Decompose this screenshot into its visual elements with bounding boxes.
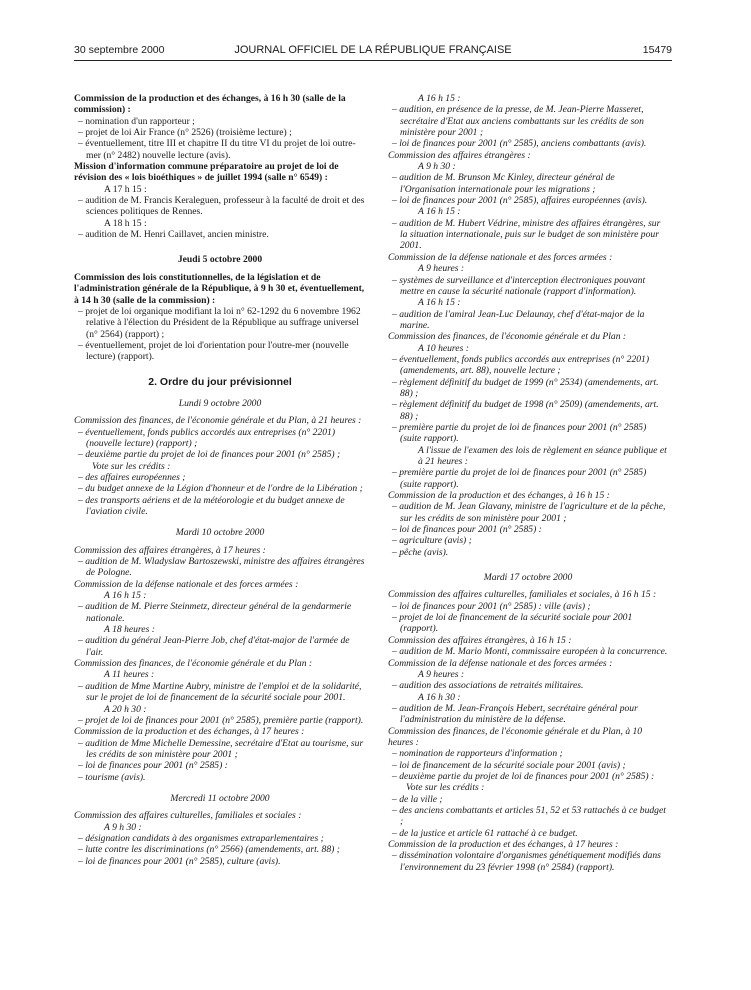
right-column-paragraph: A 9 h 30 : bbox=[418, 161, 456, 173]
right-column bbox=[388, 93, 668, 873]
left-column-paragraph: A 18 h 15 : bbox=[104, 217, 147, 229]
right-column-paragraph: A l'issue de l'examen des lois de règlement en séance publique et à 21 heures : bbox=[418, 444, 667, 467]
right-column-paragraph: Commission des affaires étrangères, à 16 h 15 : bbox=[388, 634, 572, 646]
right-column-paragraph: – règlement définitif du budget de 1999 (n° 2534) (amendements, art. 88) ; bbox=[392, 376, 659, 399]
left-column-paragraph: – désignation candidats à des organismes extraparlementaires ; bbox=[78, 832, 324, 844]
right-column-paragraph: – loi de finances pour 2001 (n° 2585), anciens combattants (avis). bbox=[392, 138, 647, 150]
right-column-paragraph: – systèmes de surveillance et d'interception électroniques pouvant mettre en cause la sécurité nationale (rapport d'information). bbox=[392, 274, 646, 297]
left-column-paragraph: – audition de M. Pierre Steinmetz, directeur général de la gendarmerie nationale. bbox=[78, 601, 352, 624]
header-date: 30 septembre 2000 bbox=[74, 44, 165, 56]
right-column-paragraph: – agriculture (avis) ; bbox=[392, 535, 472, 547]
left-column-paragraph: Mission d'information commune préparatoire au projet de loi de révision des « lois bioéthiques » de juillet 1994 (salle n° 6549) : bbox=[74, 161, 339, 184]
left-column-paragraph: – nomination d'un rapporteur ; bbox=[78, 115, 195, 127]
header-title: JOURNAL OFFICIEL DE LA RÉPUBLIQUE FRANÇAISE bbox=[234, 44, 512, 56]
left-column-paragraph: – lutte contre les discriminations (n° 2566) (amendements, art. 88) ; bbox=[78, 844, 340, 856]
right-column-paragraph: – première partie du projet de loi de finances pour 2001 (n° 2585) (suite rapport). bbox=[392, 467, 647, 490]
left-column-paragraph: – loi de finances pour 2001 (n° 2585), culture (avis). bbox=[78, 855, 281, 867]
right-column-paragraph: – première partie du projet de loi de finances pour 2001 (n° 2585) (suite rapport). bbox=[392, 421, 647, 445]
left-column-paragraph: Vote sur les crédits : bbox=[92, 460, 171, 472]
right-column-paragraph: – audition de l'amiral Jean-Luc Delaunay, chef d'état-major de la marine. bbox=[392, 308, 645, 331]
left-column-paragraph: Jeudi 5 octobre 2000 bbox=[177, 254, 263, 266]
left-column-paragraph: – audition de M. Wladyslaw Bartoszewski, ministre des affaires étrangères de Pologne. bbox=[78, 556, 365, 579]
right-column-paragraph: Commission de la production et des échanges, à 16 h 15 : bbox=[388, 490, 610, 502]
right-column-paragraph: – des anciens combattants et articles 51, 52 et 53 rattachés à ce budget ; bbox=[392, 804, 666, 828]
left-column-paragraph: Commission de la production et des échanges, à 16 h 30 (salle de la commission) : bbox=[74, 93, 346, 116]
left-column-paragraph: – projet de loi de finances pour 2001 (n° 2585), première partie (rapport). bbox=[78, 714, 364, 726]
left-column-paragraph: A 20 h 30 : bbox=[104, 703, 147, 715]
right-column-paragraph: – de la justice et article 61 rattaché à ce budget. bbox=[392, 827, 578, 839]
right-column-paragraph: Commission de la production et des échanges, à 17 heures : bbox=[388, 839, 619, 850]
right-column-paragraph: – éventuellement, fonds publics accordés aux entreprises (n° 2201) (amendements, art. 88), nouvelle lecture ; bbox=[392, 353, 650, 377]
right-column-paragraph: – règlement définitif du budget de 1998 (n° 2509) (amendements, art. 88) ; bbox=[392, 399, 659, 422]
right-column-paragraph: – audition de M. Jean-François Hebert, secrétaire général pour l'administration du ministère de la défense. bbox=[392, 702, 638, 726]
right-column-paragraph: – dissémination volontaire d'organismes génétiquement modifiés dans l'environnement du 23 février 1998 (n° 2584) (rapport). bbox=[392, 850, 661, 873]
right-column-paragraph: A 16 h 15 : bbox=[418, 206, 461, 218]
right-column-paragraph: – audition de M. Jean Glavany, ministre de l'agriculture et de la pêche, sur les crédits de son ministère pour 2001 ; bbox=[392, 501, 666, 524]
page-header bbox=[74, 44, 672, 58]
left-column-paragraph: A 16 h 15 : bbox=[104, 590, 147, 602]
right-column-paragraph: – pêche (avis). bbox=[392, 546, 449, 558]
left-column-paragraph: Commission des lois constitutionnelles, de la législation et de l'administration générale de la République, à 9 h 30 et, éventuellement, à 14 h 30 (salle de la commission) : bbox=[74, 271, 365, 306]
left-column-paragraph: A 9 h 30 : bbox=[104, 821, 142, 833]
left-column bbox=[74, 93, 366, 867]
left-column-paragraph: – deuxième partie du projet de loi de finances pour 2001 (n° 2585) ; bbox=[78, 449, 341, 461]
left-column-paragraph: Commission de la production et des échanges, à 17 heures : bbox=[74, 726, 305, 738]
right-column-paragraph: – projet de loi de financement de la sécurité sociale pour 2001 (rapport). bbox=[392, 612, 633, 635]
left-column-paragraph: Commission des finances, de l'économie générale et du Plan, à 21 heures : bbox=[74, 415, 362, 427]
right-column-paragraph: A 9 heures : bbox=[418, 668, 465, 680]
right-column-paragraph: – deuxième partie du projet de loi de finances pour 2001 (n° 2585) : bbox=[392, 770, 655, 782]
left-column-paragraph: – du budget annexe de la Légion d'honneur et de l'ordre de la Libération ; bbox=[78, 483, 363, 495]
left-column-paragraph: A 18 heures : bbox=[104, 624, 155, 636]
right-column-paragraph: Vote sur les crédits : bbox=[406, 782, 485, 794]
left-column-paragraph: 2. Ordre du jour prévisionnel bbox=[148, 375, 292, 388]
left-column-paragraph: Commission des affaires culturelles, familiales et sociales : bbox=[74, 810, 302, 822]
right-column-paragraph: – audition de M. Mario Monti, commissaire européen à la concurrence. bbox=[392, 646, 668, 658]
right-column-paragraph: – audition, en présence de la presse, de M. Jean-Pierre Masseret, secrétaire d'Etat aux anciens combattants sur les crédits de son ministère pour 2001 ; bbox=[392, 104, 644, 139]
right-column-paragraph: Commission des finances, de l'économie générale et du Plan, à 10 heures : bbox=[388, 725, 643, 748]
right-column-paragraph: A 10 heures : bbox=[418, 342, 469, 354]
right-column-paragraph: Commission des affaires étrangères : bbox=[388, 149, 531, 161]
left-column-paragraph: Mercredi 11 octobre 2000 bbox=[170, 792, 270, 804]
left-column-paragraph: – éventuellement, fonds publics accordés aux entreprises (n° 2201) (nouvelle lecture) (rapport) ; bbox=[78, 426, 336, 449]
left-column-paragraph: Commission de la défense nationale et des forces armées : bbox=[74, 578, 299, 590]
left-column-paragraph: – loi de finances pour 2001 (n° 2585) : bbox=[78, 760, 228, 772]
right-column-paragraph: – de la ville ; bbox=[392, 793, 443, 805]
right-column-paragraph: – audition des associations de retraités militaires. bbox=[392, 680, 584, 692]
right-column-paragraph: A 16 h 15 : bbox=[418, 93, 461, 104]
right-column-paragraph: Commission de la défense nationale et des forces armées : bbox=[388, 251, 613, 263]
left-column-paragraph: A 17 h 15 : bbox=[104, 183, 147, 195]
right-column-paragraph: – nomination de rapporteurs d'information ; bbox=[392, 748, 563, 760]
left-column-paragraph: – audition de Mme Michelle Demessine, secrétaire d'Etat au tourisme, sur les crédits de son ministère pour 2001 ; bbox=[78, 737, 364, 760]
left-column-paragraph: Lundi 9 octobre 2000 bbox=[178, 397, 262, 409]
right-column-paragraph: – loi de financement de la sécurité sociale pour 2001 (avis) ; bbox=[392, 759, 626, 771]
left-column-paragraph: – audition de M. Henri Caillavet, ancien ministre. bbox=[78, 229, 269, 241]
right-column-paragraph: A 16 h 15 : bbox=[418, 297, 461, 309]
left-column-paragraph: Commission des affaires étrangères, à 17 heures : bbox=[74, 544, 266, 556]
right-column-paragraph: – loi de finances pour 2001 (n° 2585) : ville (avis) ; bbox=[392, 600, 591, 612]
left-column-paragraph: – audition de M. Francis Keraleguen, professeur à la faculté de droit et des sciences politiques de Rennes. bbox=[78, 195, 365, 218]
right-column-paragraph: – loi de finances pour 2001 (n° 2585), affaires européennes (avis). bbox=[392, 195, 648, 207]
left-column-paragraph: – éventuellement, titre III et chapitre II du titre VI du projet de loi outre-mer (n° 2482) nouvelle lecture (avis). bbox=[78, 138, 356, 161]
right-column-paragraph: Commission de la défense nationale et des forces armées : bbox=[388, 657, 613, 669]
right-column-paragraph: Commission des finances, de l'économie générale et du Plan : bbox=[388, 331, 627, 343]
right-column-paragraph: – audition de M. Brunson Mc Kinley, directeur général de l'Organisation internationale pour les migrations ; bbox=[392, 172, 615, 195]
header-page-number: 15479 bbox=[642, 44, 672, 56]
right-column-paragraph: – loi de finances pour 2001 (n° 2585) : bbox=[392, 524, 542, 536]
left-column-paragraph: – audition du général Jean-Pierre Job, chef d'état-major de l'armée de l'air. bbox=[78, 635, 350, 658]
left-column-paragraph: – des affaires européennes ; bbox=[78, 471, 186, 483]
left-column-paragraph: – projet de loi Air France (n° 2526) (troisième lecture) ; bbox=[78, 127, 292, 139]
left-column-paragraph: – des transports aériens et de la météorologie et du budget annexe de l'aviation civile. bbox=[78, 494, 345, 517]
left-column-paragraph: Mardi 10 octobre 2000 bbox=[175, 527, 265, 539]
left-column-paragraph: Commission des finances, de l'économie générale et du Plan : bbox=[74, 658, 313, 670]
left-column-paragraph: – tourisme (avis). bbox=[78, 771, 146, 783]
right-column-paragraph: – audition de M. Hubert Védrine, ministre des affaires étrangères, sur la situation internationale, puis sur le budget de son ministère pour 2001. bbox=[392, 217, 661, 252]
left-column-paragraph: A 11 heures : bbox=[104, 669, 155, 681]
left-column-paragraph: – projet de loi organique modifiant la loi n° 62-1292 du 6 novembre 1962 relative à l'élection du Président de la République au suffrage universel (n° 2564) (rapport) ; bbox=[78, 305, 361, 340]
right-column-paragraph: A 9 heures : bbox=[418, 263, 465, 275]
left-column-paragraph: – audition de Mme Martine Aubry, ministre de l'emploi et de la solidarité, sur le projet de loi de financement de la sécurité sociale pour 2001. bbox=[78, 680, 362, 704]
right-column-paragraph: Commission des affaires culturelles, familiales et sociales, à 16 h 15 : bbox=[388, 589, 657, 601]
right-column-paragraph: A 16 h 30 : bbox=[418, 691, 461, 703]
right-column-paragraph: Mardi 17 octobre 2000 bbox=[483, 572, 573, 584]
left-column-paragraph: – éventuellement, projet de loi d'orientation pour l'outre-mer (nouvelle lecture) (rapport). bbox=[78, 339, 349, 363]
header-rule bbox=[74, 60, 672, 61]
